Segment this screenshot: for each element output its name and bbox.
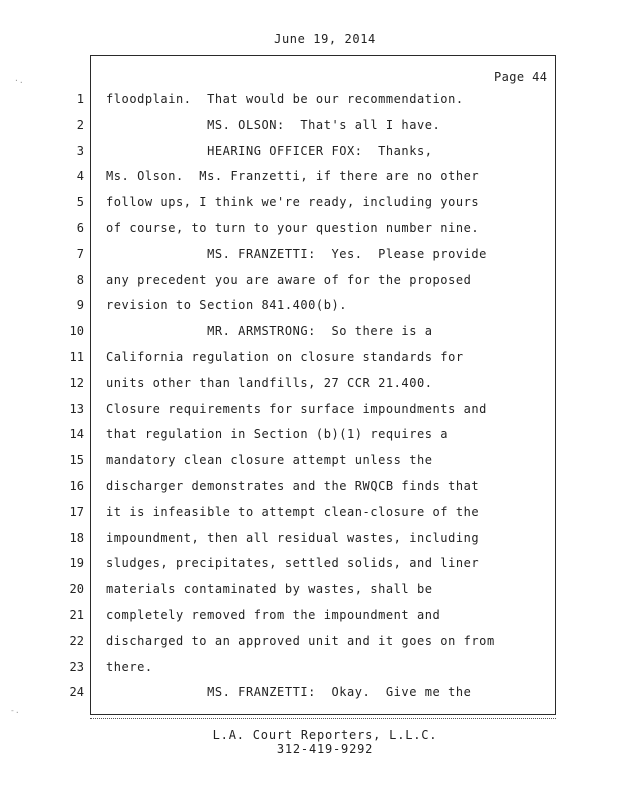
transcript-line: MS. FRANZETTI: Yes. Please provide [106,246,487,261]
scan-mark: ·. [14,76,24,85]
transcript-line: HEARING OFFICER FOX: Thanks, [106,143,433,158]
transcript-line: completely removed from the impoundment and [106,607,441,622]
frame-divider [90,718,556,719]
line-number: 4 [76,169,84,184]
line-number: 24 [69,685,84,700]
line-number: 6 [76,220,84,235]
transcript-line: discharger demonstrates and the RWQCB finds that [106,478,480,493]
footer-phone: 312-419-9292 [276,742,374,756]
transcript-line: MR. ARMSTRONG: So there is a [106,324,433,339]
transcript-line: impoundment, then all residual wastes, including [106,530,480,545]
footer-company: L.A. Court Reporters, L.L.C. [212,728,438,742]
transcript-line: Ms. Olson. Ms. Franzetti, if there are no other [106,169,480,184]
transcript-line: it is infeasible to attempt clean-closure of the [106,504,480,519]
line-number: 14 [69,427,84,442]
transcript-line: Closure requirements for surface impoundments and [106,401,487,416]
transcript-line: MS. FRANZETTI: Okay. Give me the [106,685,472,700]
line-number: 2 [76,117,84,132]
line-number-column [56,91,84,710]
transcript-line: discharged to an approved unit and it goes on from [106,633,495,648]
header-date: June 19, 2014 [274,32,376,46]
line-number: 17 [69,504,84,519]
line-number: 9 [76,298,84,313]
transcript-line: California regulation on closure standards for [106,349,464,364]
transcript-line: follow ups, I think we're ready, including yours [106,195,480,210]
line-number: 10 [69,324,84,339]
line-number: 8 [76,272,84,287]
transcript-line: revision to Section 841.400(b). [106,298,348,313]
transcript-line: materials contaminated by wastes, shall be [106,582,433,597]
transcript-body [106,91,546,710]
transcript-line: there. [106,659,153,674]
page-number: Page 44 [494,70,548,84]
line-number: 20 [69,582,84,597]
line-number: 19 [69,556,84,571]
scan-mark: -. [10,706,20,715]
line-number: 11 [69,349,84,364]
line-number: 22 [69,633,84,648]
line-number: 5 [76,195,84,210]
line-number: 12 [69,375,84,390]
line-number: 15 [69,453,84,468]
transcript-line: any precedent you are aware of for the proposed [106,272,472,287]
transcript-line: MS. OLSON: That's all I have. [106,117,441,132]
line-number: 21 [69,607,84,622]
transcript-line: sludges, precipitates, settled solids, and liner [106,556,480,571]
transcript-line: mandatory clean closure attempt unless the [106,453,433,468]
line-number: 18 [69,530,84,545]
transcript-line: units other than landfills, 27 CCR 21.400. [106,375,433,390]
line-number: 1 [76,92,84,106]
transcript-line: floodplain. That would be our recommendation. [106,92,464,106]
transcript-line: that regulation in Section (b)(1) requires a [106,427,449,442]
line-number: 16 [69,478,84,493]
line-number: 7 [76,246,84,261]
line-number: 23 [69,659,84,674]
line-number: 3 [76,143,84,158]
line-number: 13 [69,401,84,416]
transcript-line: of course, to turn to your question number nine. [106,220,480,235]
